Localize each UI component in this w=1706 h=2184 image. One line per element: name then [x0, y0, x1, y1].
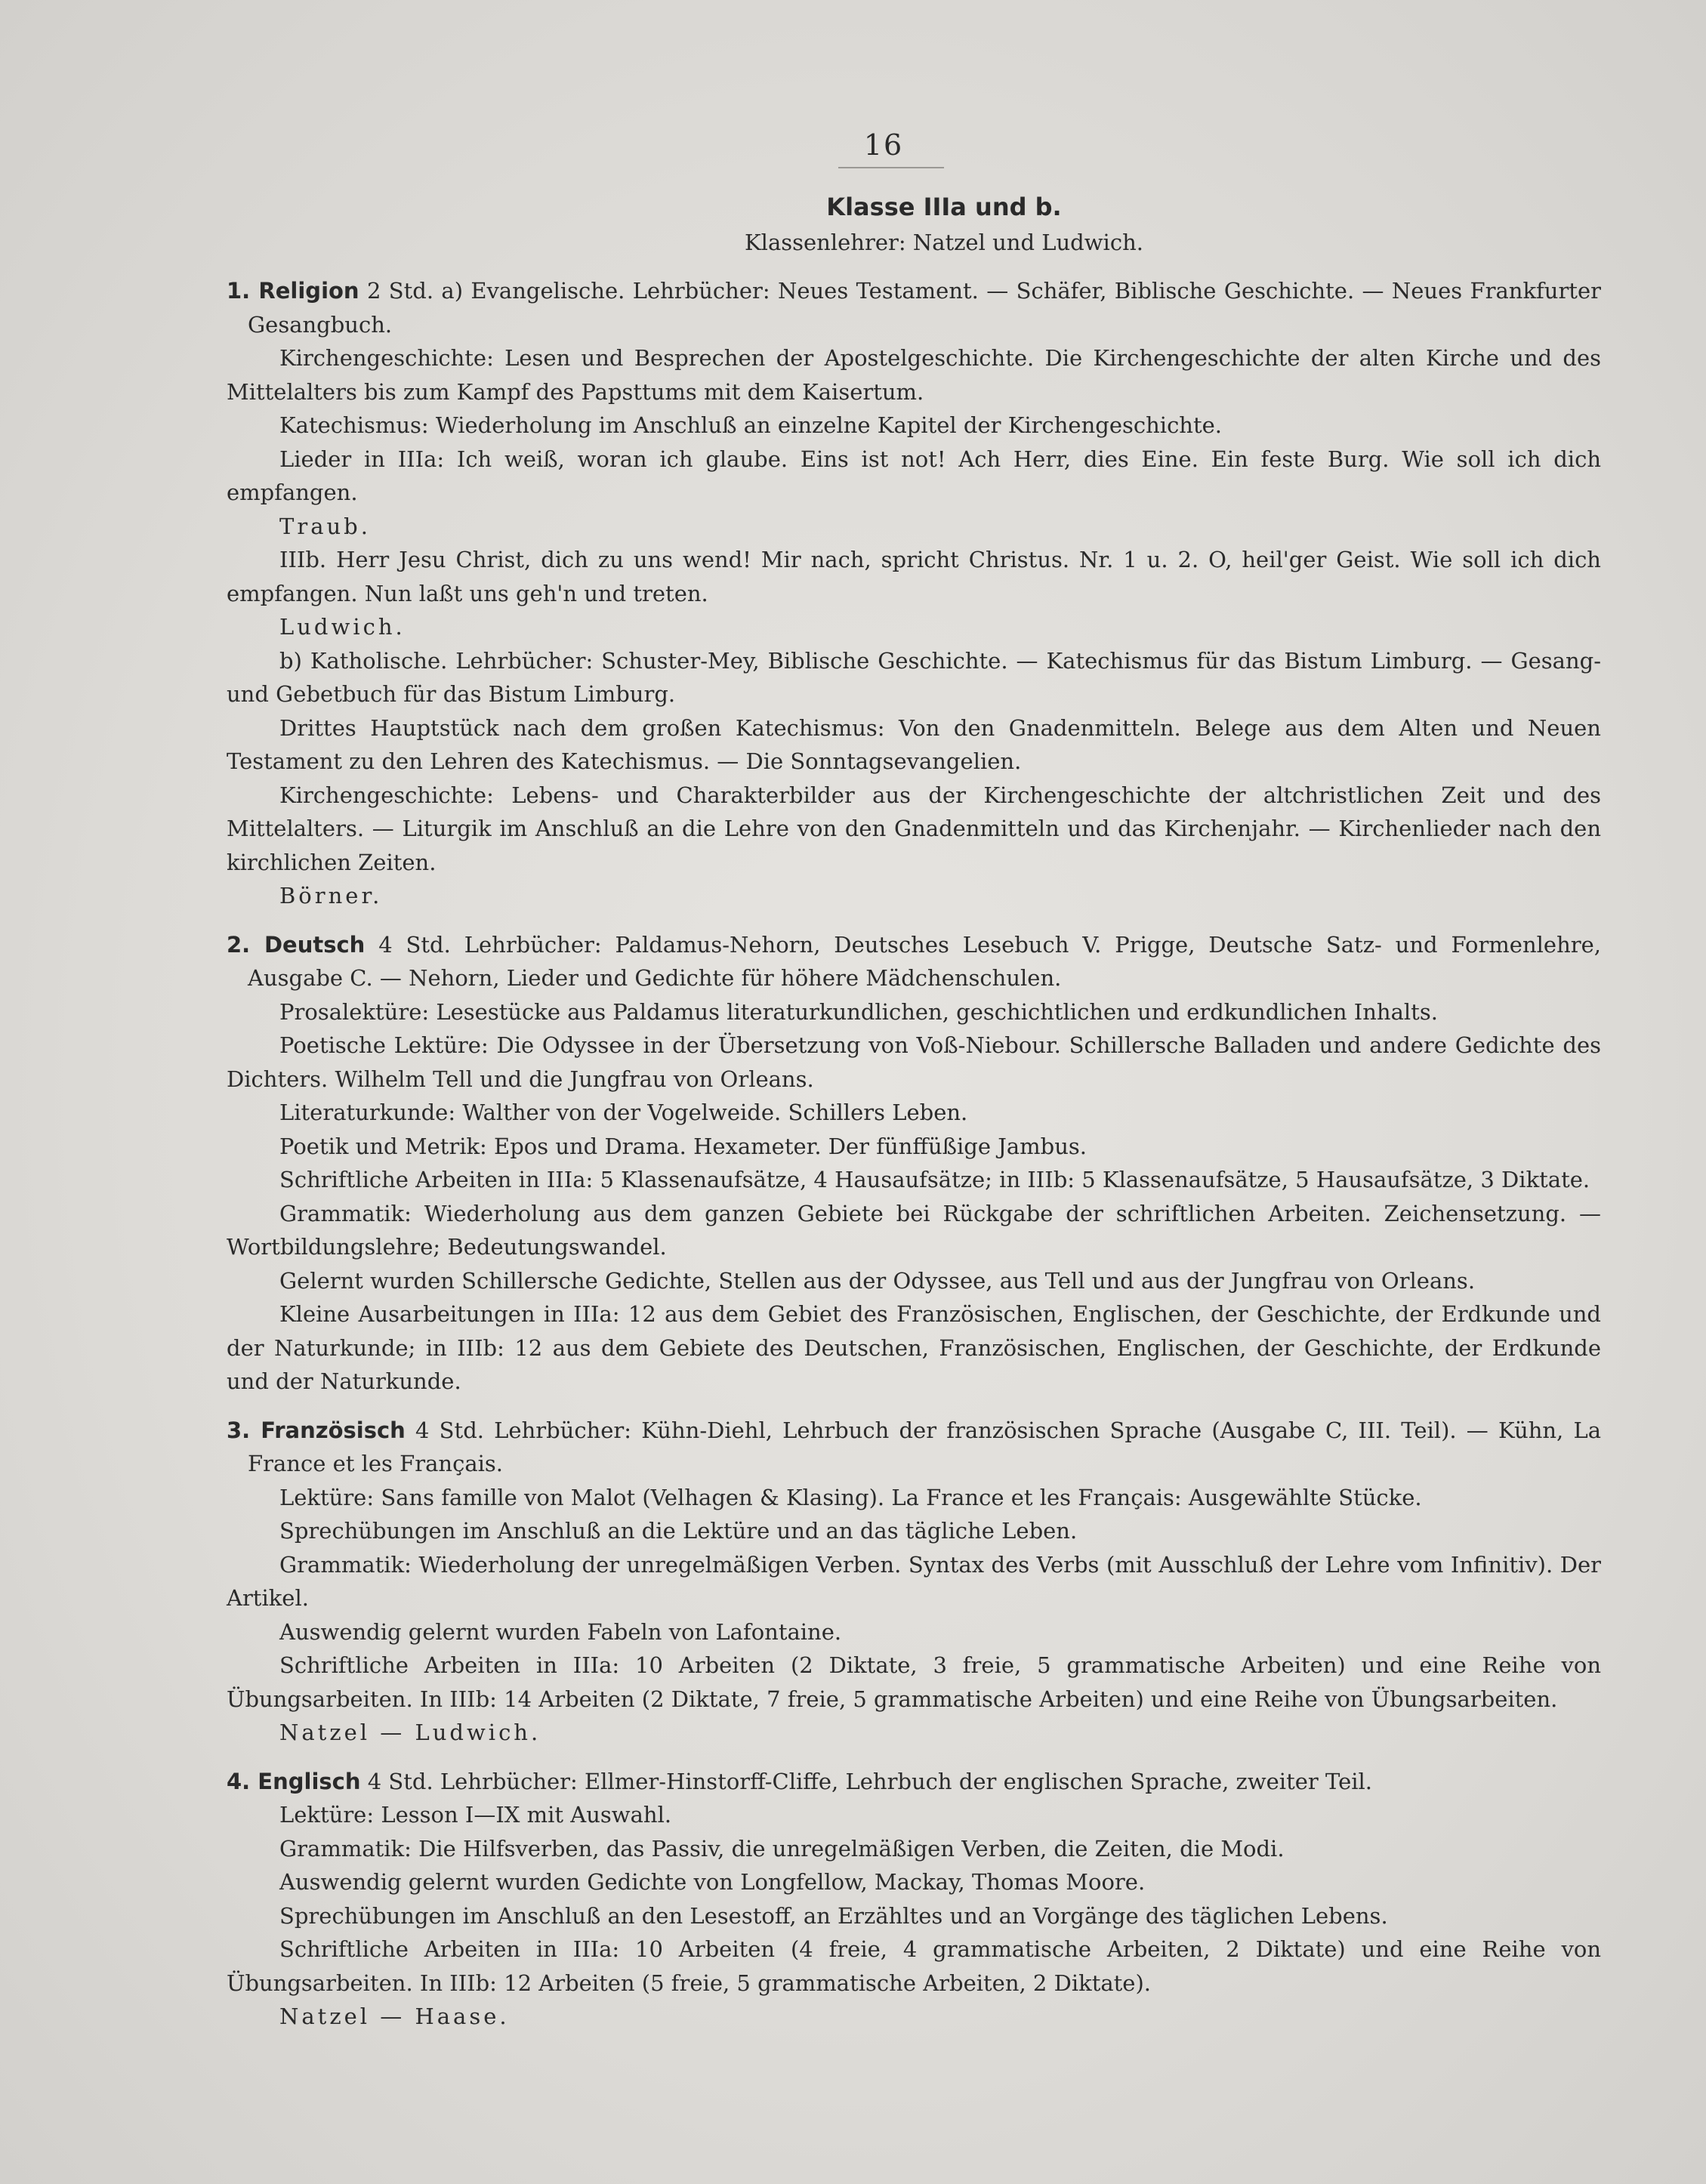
- section-paragraph: Lektüre: Sans famille von Malot (Velhagen & Klasing). La France et les Français: Ausgewählte Stücke.: [279, 1484, 1422, 1510]
- section-paragraph: Grammatik: Wiederholung der unregelmäßigen Verben. Syntax des Verbs (mit Ausschluß der Lehre vom Infinitiv). Der Artikel.: [227, 1551, 1601, 1611]
- paragraph-text: IIIb. Herr Jesu Christ, dich zu uns wend! Mir nach, spricht Christus. Nr. 1 u. 2. O, heil'ger Geist. Wie soll ich dich empfangen. Nun laßt uns geh'n und treten.: [227, 547, 1601, 606]
- section-title: 3. Französisch: [227, 1417, 406, 1443]
- section-title: 4. Englisch: [227, 1768, 361, 1794]
- section-paragraph: b) Katholische. Lehrbücher: Schuster-Mey, Biblische Geschichte. — Katechismus für das Bistum Limburg. — Gesang- und Gebetbuch für das Bistum Limburg.: [227, 647, 1601, 707]
- section-paragraph: Drittes Hauptstück nach dem großen Katechismus: Von den Gnadenmitteln. Belege aus dem Alten und Neuen Testament zu den Lehren des Katechismus. — Die Sonntagsevangelien.: [227, 714, 1601, 774]
- section-paragraph: Grammatik: Wiederholung aus dem ganzen Gebiete bei Rückgabe der schriftlichen Arbeiten. Zeichensetzung. — Wortbildungslehre; Bedeutungswandel.: [227, 1200, 1601, 1260]
- section-paragraph: Katechismus: Wiederholung im Anschluß an einzelne Kapitel der Kirchengeschichte.: [279, 412, 1223, 438]
- section-paragraph: Sprechübungen im Anschluß an die Lektüre und an das tägliche Leben.: [279, 1518, 1078, 1544]
- signature: Ludwich.: [279, 614, 406, 640]
- section-paragraph: Auswendig gelernt wurden Fabeln von Lafontaine.: [279, 1618, 842, 1645]
- signature: Natzel — Ludwich.: [279, 1720, 541, 1745]
- class-teacher-line: Klassenlehrer: Natzel und Ludwich.: [745, 229, 1143, 255]
- section-paragraph: Poetik und Metrik: Epos und Drama. Hexameter. Der fünffüßige Jambus.: [279, 1133, 1087, 1159]
- section-paragraph: [227, 543, 1601, 644]
- section-paragraph: 4 Std. Lehrbücher: Paldamus-Nehorn, Deutsches Lesebuch V. Prigge, Deutsche Satz- und Formenlehre, Ausgabe C. — Nehorn, Lieder und Gedichte für höhere Mädchenschulen.: [248, 931, 1602, 991]
- section-paragraph: Kirchengeschichte: Lesen und Besprechen der Apostelgeschichte. Die Kirchengeschichte der alten Kirche und des Mittelalters bis zum Kampf des Papsttums mit dem Kaisertum.: [227, 345, 1601, 405]
- section-paragraph: [227, 443, 1601, 544]
- paragraph-text: Schriftliche Arbeiten in IIIa: 10 Arbeiten (4 freie, 4 grammatische Arbeiten, 2 Diktate) und eine Reihe von Übungsarbeiten. In IIIb: 12 Arbeiten (5 freie, 5 grammatische Arbeiten, 2 Diktate).: [227, 1936, 1601, 1996]
- section-paragraph: Schriftliche Arbeiten in IIIa: 5 Klassenaufsätze, 4 Hausaufsätze; in IIIb: 5 Klassenaufsätze, 5 Hausaufsätze, 3 Diktate.: [279, 1167, 1590, 1192]
- page-number: 16: [863, 128, 904, 162]
- section-paragraph: [227, 1649, 1601, 1750]
- paragraph-text: Lieder in IIIa: Ich weiß, woran ich glaube. Eins ist not! Ach Herr, dies Eine. Ein feste Burg. Wie soll ich dich empfangen.: [227, 446, 1601, 505]
- section-paragraph: Auswendig gelernt wurden Gedichte von Longfellow, Mackay, Thomas Moore.: [279, 1869, 1146, 1895]
- section-paragraph: Lektüre: Lesson I—IX mit Auswahl.: [279, 1802, 672, 1828]
- section-paragraph: Sprechübungen im Anschluß an den Lesestoff, an Erzähltes und an Vorgänge des täglichen Lebens.: [279, 1902, 1388, 1929]
- section-title: 1. Religion: [227, 278, 359, 304]
- section-paragraph: Prosalektüre: Lesestücke aus Paldamus literaturkundlichen, geschichtlichen und erdkundlichen Inhalts.: [279, 998, 1438, 1025]
- section-deutsch: [227, 928, 1601, 1399]
- section-englisch: [227, 1765, 1601, 2034]
- signature: Traub.: [279, 513, 371, 539]
- page-content: [227, 128, 1601, 2034]
- signature: Börner.: [279, 883, 383, 908]
- page-number-rule: [838, 167, 944, 168]
- section-intro: [227, 1765, 1601, 1799]
- section-paragraph: Gelernt wurden Schillersche Gedichte, Stellen aus der Odyssee, aus Tell und aus der Jungfrau von Orleans.: [279, 1267, 1476, 1294]
- section-paragraph: [227, 1933, 1601, 2034]
- section-religion: [227, 274, 1601, 913]
- section-franzoesisch: [227, 1414, 1601, 1750]
- paragraph-text: Kirchengeschichte: Lebens- und Charakterbilder aus der Kirchengeschichte der altchristlichen Zeit und des Mittelalters. — Liturgik im Anschluß an die Lehre von den Gnadenmitteln und das Kirchenjahr. — Kirchenlieder nach den kirchlichen Zeiten.: [227, 782, 1601, 875]
- section-paragraph: 2 Std. a) Evangelische. Lehrbücher: Neues Testament. — Schäfer, Biblische Geschichte. — Neues Frankfurter Gesangbuch.: [248, 278, 1601, 338]
- section-intro: [227, 928, 1601, 995]
- signature: Natzel — Haase.: [279, 2004, 510, 2029]
- section-intro: [227, 1414, 1601, 1481]
- section-paragraph: Poetische Lektüre: Die Odyssee in der Übersetzung von Voß-Niebour. Schillersche Balladen und andere Gedichte des Dichters. Wilhelm Tell und die Jungfrau von Orleans.: [227, 1032, 1601, 1092]
- section-paragraph: [227, 779, 1601, 913]
- section-paragraph: 4 Std. Lehrbücher: Ellmer-Hinstorff-Cliffe, Lehrbuch der englischen Sprache, zweiter Teil.: [367, 1768, 1372, 1794]
- paragraph-text: Schriftliche Arbeiten in IIIa: 10 Arbeiten (2 Diktate, 3 freie, 5 grammatische Arbeiten) und eine Reihe von Übungsarbeiten. In IIIb: 14 Arbeiten (2 Diktate, 7 freie, 5 grammatische Arbeiten) und eine Reihe von Übungsarbeiten.: [227, 1652, 1601, 1712]
- section-paragraph: 4 Std. Lehrbücher: Kühn-Diehl, Lehrbuch der französischen Sprache (Ausgabe C, III. Teil). — Kühn, La France et les Français.: [248, 1417, 1601, 1476]
- section-paragraph: Kleine Ausarbeitungen in IIIa: 12 aus dem Gebiet des Französischen, Englischen, der Geschichte, der Erdkunde und der Naturkunde; in IIIb: 12 aus dem Gebiete des Deutschen, Französischen, Englischen, der Geschichte, der Erdkunde und der Naturkunde.: [227, 1301, 1601, 1394]
- class-heading: Klasse IIIa und b.: [826, 192, 1062, 221]
- section-paragraph: Literaturkunde: Walther von der Vogelweide. Schillers Leben.: [279, 1100, 968, 1125]
- section-paragraph: Grammatik: Die Hilfsverben, das Passiv, die unregelmäßigen Verben, die Zeiten, die Modi.: [279, 1835, 1285, 1862]
- section-intro: [227, 274, 1601, 341]
- section-title: 2. Deutsch: [227, 931, 366, 958]
